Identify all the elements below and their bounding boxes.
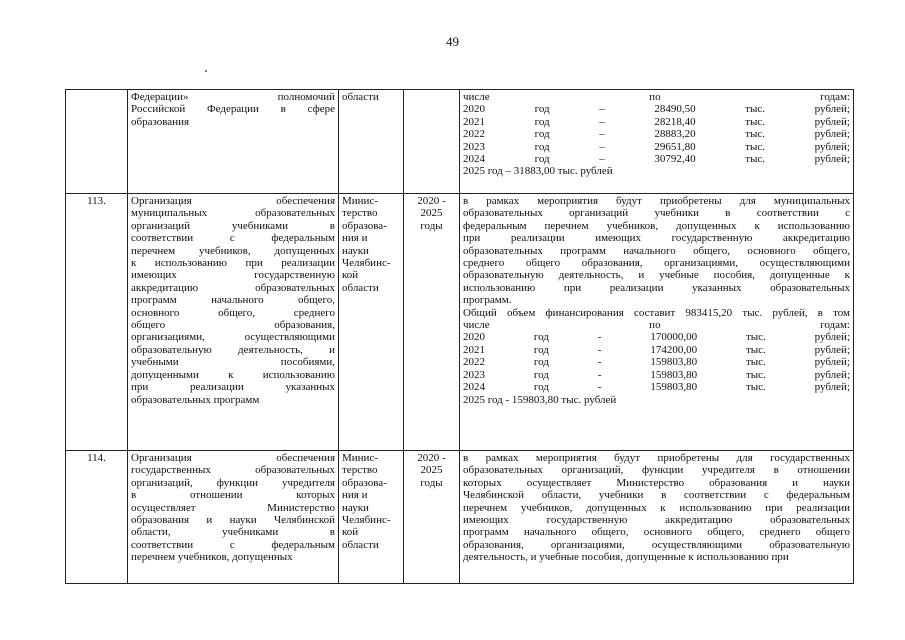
text-line: образовательную деятельность, и учебные пособия, допущенные к [463, 269, 850, 282]
text-line: образования и науки Челябинской [131, 514, 335, 527]
text-line: образовательных организаций, функции учредителя в отношении [463, 464, 850, 477]
description-cell [460, 194, 854, 451]
text-line: 2023 год - 159803,80 тыс. рублей; [463, 368, 850, 381]
program-table-body [66, 90, 854, 584]
text-line: Организация обеспечения [131, 452, 335, 464]
executor-cell [339, 451, 404, 584]
text-line: программ. [463, 294, 512, 307]
text-line: образовательных программ начального общего, основного общего, [463, 244, 850, 257]
text-line: программ начального общего, [131, 294, 335, 307]
text-line: образова- [342, 476, 387, 489]
text-line: при реализации имеющих государственную аккредитацию [463, 232, 850, 245]
text-line: Минис- [342, 452, 378, 464]
table-row [66, 194, 854, 451]
text-line: осуществляет Министерство [131, 501, 335, 514]
executor-cell [339, 90, 404, 194]
text-line: среднего общего образования, организациями, осуществляющими [463, 257, 850, 270]
scan-speck [205, 70, 207, 72]
text-line: образова- [342, 219, 387, 232]
text-line: организациями, осуществляющими [131, 331, 335, 344]
measure-name-cell [128, 194, 339, 451]
text-line: которых осуществляет Министерство образования и науки [463, 476, 850, 489]
text-line: использованию при реализации указанных образовательных [463, 281, 850, 294]
text-line: перечнем учебников, допущенных [131, 551, 293, 564]
text-line: основного общего, среднего [131, 306, 335, 319]
executor-cell [339, 194, 404, 451]
text-line: 2025 [420, 207, 443, 220]
text-line: 2024 год - 159803,80 тыс. рублей; [463, 381, 850, 394]
text-line: муниципальных образовательных [131, 207, 335, 220]
text-line: области, учебниками в [131, 526, 335, 539]
text-line: области [342, 91, 379, 103]
text-line: Общий объем финансирования составит 983415,20 тыс. рублей, в том [463, 306, 850, 319]
text-line: программ начального общего, основного общего, среднего общего [463, 526, 850, 539]
text-line: годы [420, 476, 443, 489]
text-line: 2021 год - 174200,00 тыс. рублей; [463, 343, 850, 356]
table-row [66, 451, 854, 584]
text-line: терство [342, 207, 378, 220]
text-line: терство [342, 464, 378, 477]
text-line: 2020 - [417, 452, 446, 464]
row-number-cell [66, 194, 128, 451]
text-line: 2022 год – 28883,20 тыс. рублей; [463, 128, 850, 141]
text-line: организаций, функции учредителя [131, 476, 335, 489]
row-number: 114. [87, 452, 106, 464]
text-line: науки [342, 244, 369, 257]
row-number-cell [66, 451, 128, 584]
text-line: 2025 год - 159803,80 тыс. рублей [463, 393, 617, 406]
text-line: 2020 год – 28490,50 тыс. рублей; [463, 103, 850, 116]
text-line: в рамках мероприятия будут приобретены для государственных [463, 452, 850, 464]
text-line: Организация обеспечения [131, 195, 335, 207]
text-line: кой [342, 526, 359, 539]
text-line: Челябинской области, учебники в соответствии с федеральным [463, 489, 850, 502]
page-number: 49 [446, 34, 459, 49]
text-line: образовательную деятельность, и [131, 343, 335, 356]
period-cell [404, 90, 460, 194]
text-line: образовательных программ [131, 393, 260, 406]
text-line: организаций учебниками в [131, 219, 335, 232]
text-line: Минис- [342, 195, 378, 207]
text-line: 2025 год – 31883,00 тыс. рублей [463, 165, 613, 178]
text-line: имеющих государственную аккредитацию образовательных [463, 514, 850, 527]
text-line: 2023 год – 29651,80 тыс. рублей; [463, 140, 850, 153]
text-line: перечнем учебников, допущенных к использованию при реализации [463, 501, 850, 514]
text-line: Федерации» полномочий [131, 91, 335, 103]
text-line: деятельность, и учебные пособия, допущенные к использованию при [463, 551, 789, 564]
text-line: Челябинс- [342, 257, 391, 270]
text-line: имеющих государственную [131, 269, 335, 282]
text-line: 2025 [420, 464, 443, 477]
text-line: кой [342, 269, 359, 282]
text-line: числе по годам: [463, 91, 850, 103]
text-line: соответствии с федеральным [131, 538, 335, 551]
text-line: 2020 - [417, 195, 446, 207]
program-table [65, 89, 854, 584]
text-line: федеральным перечнем учебников, допущенных к использованию [463, 219, 850, 232]
measure-name-cell [128, 451, 339, 584]
text-line: области [342, 281, 379, 294]
text-line: при реализации указанных [131, 381, 335, 394]
text-line: 2022 год - 159803,80 тыс. рублей; [463, 356, 850, 369]
text-line: образования [131, 115, 190, 128]
text-line: науки [342, 501, 369, 514]
text-line: государственных образовательных [131, 464, 335, 477]
row-number-cell [66, 90, 128, 194]
description-cell [460, 451, 854, 584]
text-line: к использованию при реализации [131, 257, 335, 270]
description-cell [460, 90, 854, 194]
text-line: области [342, 538, 379, 551]
period-cell [404, 194, 460, 451]
text-line: 2021 год – 28218,40 тыс. рублей; [463, 115, 850, 128]
text-line: 2024 год – 30792,40 тыс. рублей; [463, 153, 850, 166]
text-line: годы [420, 219, 443, 232]
text-line: допущенными к использованию [131, 368, 335, 381]
text-line: перечнем учебников, допущенных [131, 244, 335, 257]
measure-name-cell [128, 90, 339, 194]
text-line: аккредитацию образовательных [131, 281, 335, 294]
text-line: Челябинс- [342, 514, 391, 527]
period-cell [404, 451, 460, 584]
text-line: учебными пособиями, [131, 356, 335, 369]
text-line: в отношении которых [131, 489, 335, 502]
row-number: 113. [87, 195, 106, 207]
text-line: 2020 год - 170000,00 тыс. рублей; [463, 331, 850, 344]
text-line: ния и [342, 232, 368, 245]
text-line: числе по годам: [463, 319, 850, 332]
text-line: образовательных организаций учебники в соответствии с [463, 207, 850, 220]
text-line: соответствии с федеральным [131, 232, 335, 245]
text-line: в рамках мероприятия будут приобретены для муниципальных [463, 195, 850, 207]
table-row [66, 90, 854, 194]
text-line: образования, организациями, осуществляющими образовательную [463, 538, 850, 551]
text-line: Российской Федерации в сфере [131, 103, 335, 116]
text-line: общего образования, [131, 319, 335, 332]
text-line: ния и [342, 489, 368, 502]
